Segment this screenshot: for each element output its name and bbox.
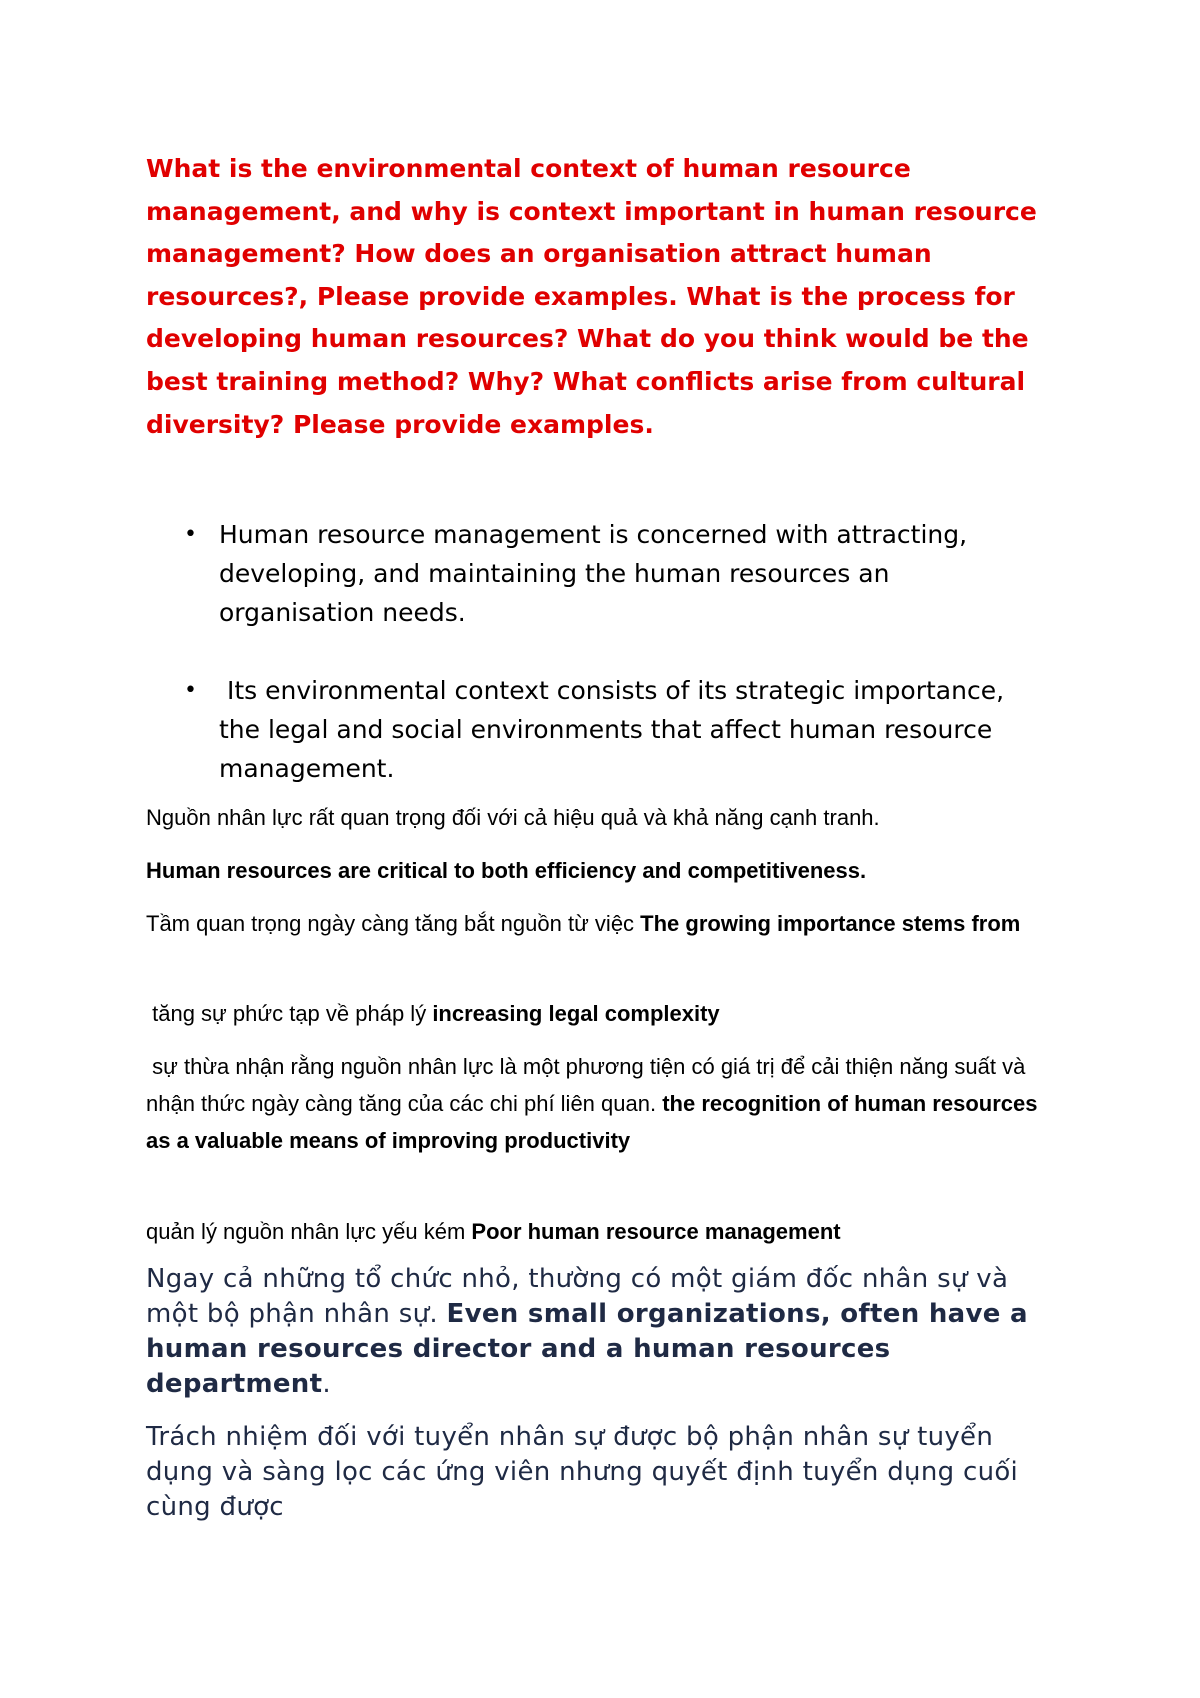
bullet-item (146, 671, 1046, 788)
paragraph-recognition (146, 1048, 1066, 1159)
paragraph-en-importance-text: Human resources are critical to both efficiency and competitiveness. (146, 858, 867, 883)
poor-hrm-en: Poor human resource management (471, 1219, 841, 1244)
paragraph-small-organizations (146, 1262, 1066, 1402)
paragraph-growing-importance (146, 905, 1066, 942)
small-organizations-en: Even small organizations, often have a human resources director and a human resources department (146, 1299, 1028, 1399)
paragraph-recruitment-responsibility: Trách nhiệm đối với tuyển nhân sự được bộ phận nhân sự tuyển dụng và sàng lọc các ứng viên nhưng quyết định tuyển dụng cuối cùng được (146, 1422, 1019, 1522)
legal-complexity-en: increasing legal complexity (432, 1001, 720, 1026)
bullet-icon: • (184, 522, 197, 547)
small-organizations-vi: Ngay cả những tổ chức nhỏ, thường có một giám đốc nhân sự và một bộ phận nhân sự. (146, 1264, 1009, 1329)
bullet-text: Human resource management is concerned with attracting, developing, and maintaining the human resources an organisation needs. (219, 520, 968, 627)
growing-importance-vi: Tầm quan trọng ngày càng tăng bắt nguồn từ việc (146, 911, 641, 936)
small-organizations-period: . (322, 1369, 331, 1399)
bullet-text: Its environmental context consists of its strategic importance, the legal and social environments that affect human resource management. (219, 676, 1012, 783)
bullet-list (146, 515, 1046, 788)
question-heading: What is the environmental context of human resource management, and why is context important in human resource management? How does an organisation attract human resources?, Please provide examples. What is the process for developing human resources? What do you think would be the best training method? Why? What conflicts arise from cultural diversity? Please provide examples. (146, 154, 1037, 439)
paragraph-poor-hrm (146, 1213, 1066, 1250)
paragraph-legal-complexity (146, 995, 1066, 1032)
bullet-item (146, 515, 1046, 632)
growing-importance-en: The growing importance stems from (640, 911, 1021, 936)
paragraph-en-importance (146, 852, 1066, 889)
paragraph-vi-importance: Nguồn nhân lực rất quan trọng đối với cả hiệu quả và khả năng cạnh tranh. (146, 805, 880, 830)
recognition-en: the recognition of human resources as a valuable means of improving productivity (146, 1091, 1044, 1153)
poor-hrm-vi: quản lý nguồn nhân lực yếu kém (146, 1219, 472, 1244)
legal-complexity-vi: tăng sự phức tạp về pháp lý (146, 1001, 433, 1026)
bullet-icon: • (184, 678, 197, 703)
recognition-vi: sự thừa nhận rằng nguồn nhân lực là một phương tiện có giá trị để cải thiện năng suất và nhận thức ngày càng tăng của các chi phí liên quan. (146, 1054, 1032, 1116)
